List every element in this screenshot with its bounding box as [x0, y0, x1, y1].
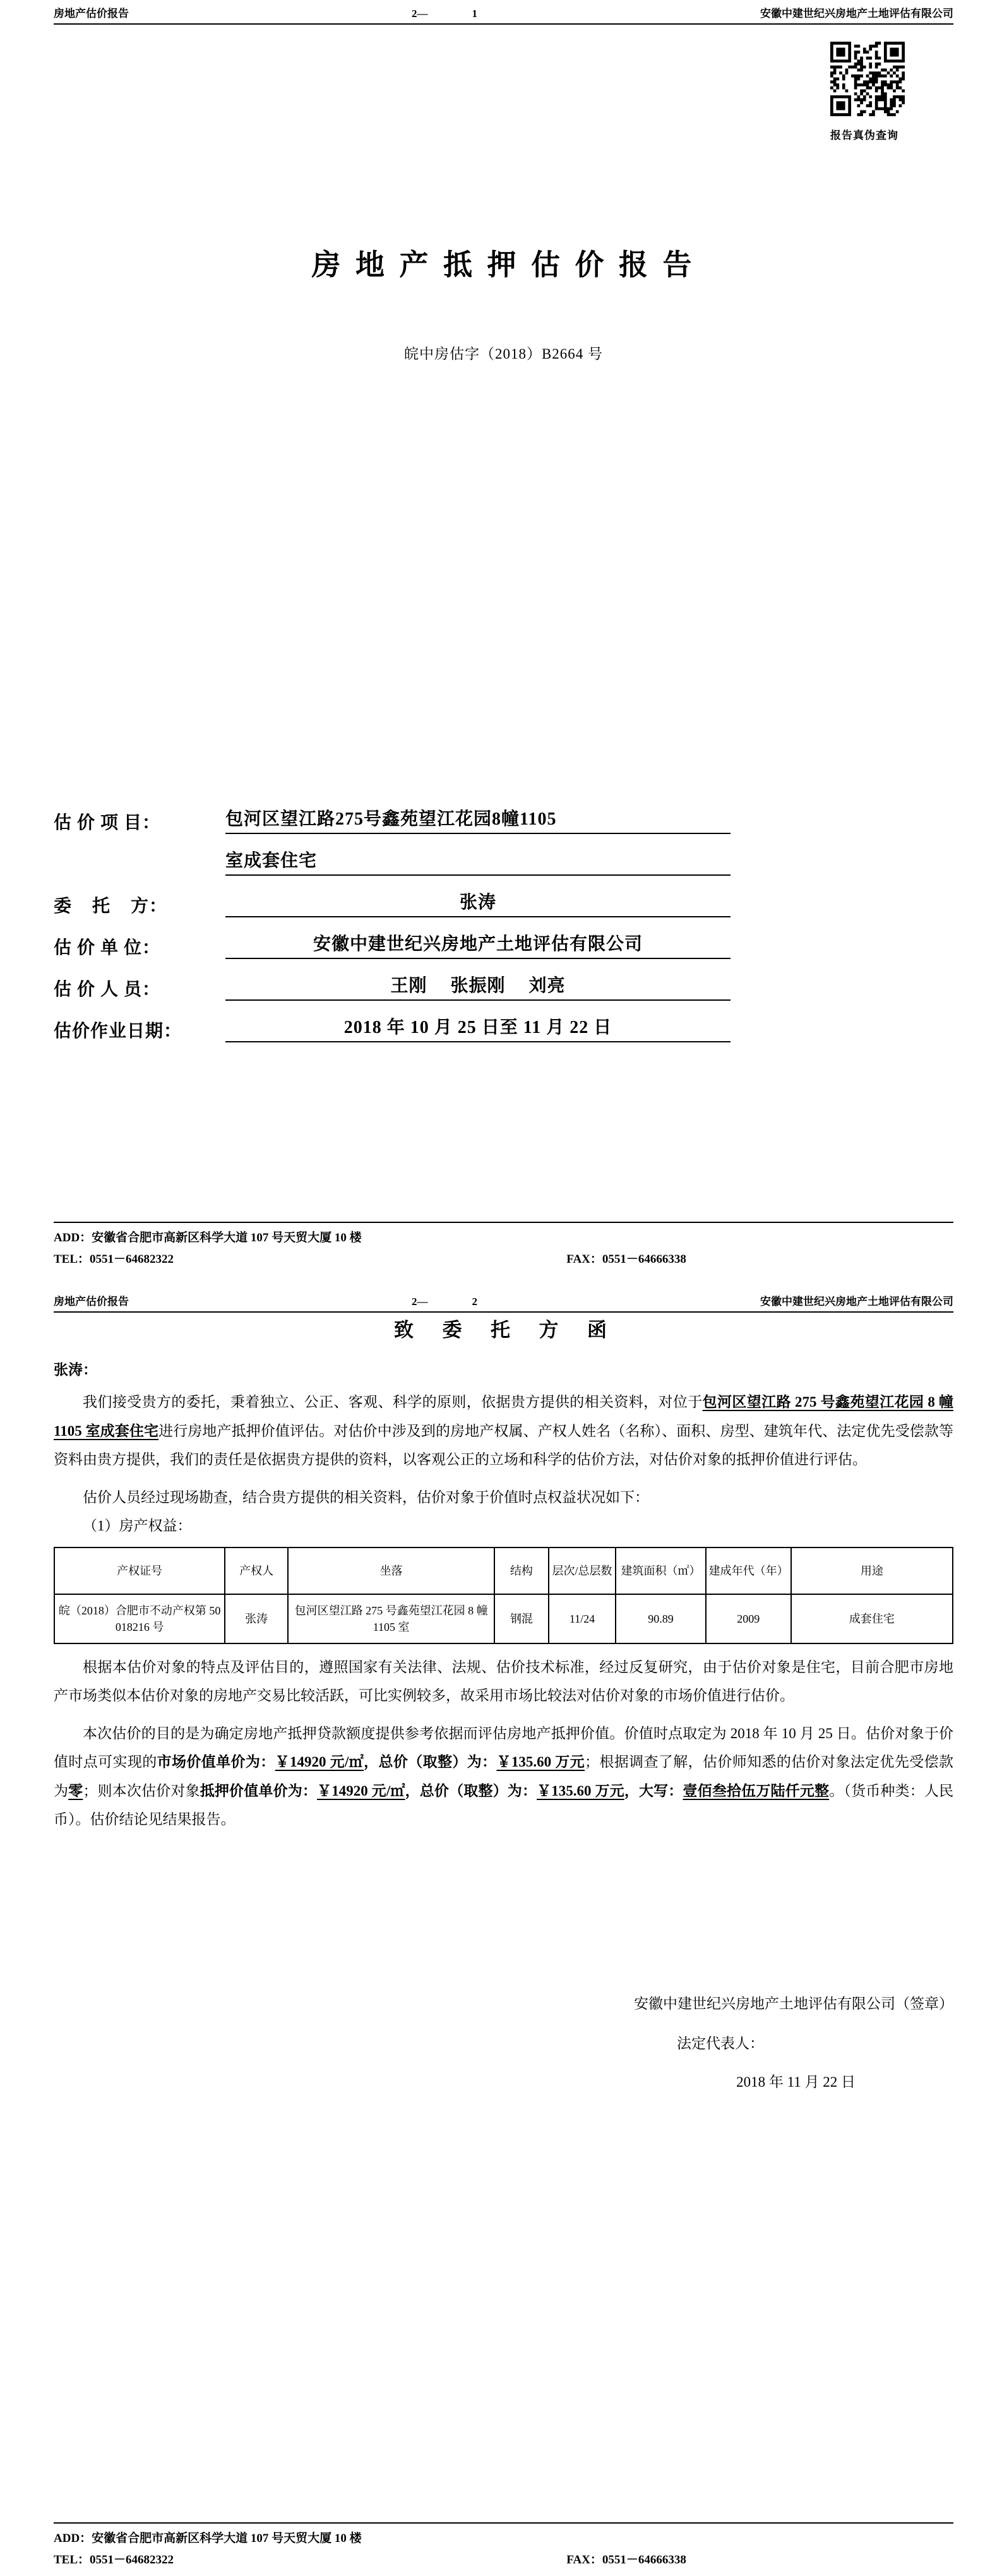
- footer-fax: FAX：0551－64666338: [566, 1253, 686, 1266]
- footer-contact-line: [54, 2550, 953, 2567]
- report-document-number: 皖中房估字（2018）B2664 号: [403, 346, 604, 362]
- form-row-work-dates: [54, 1013, 953, 1042]
- field-value-agency: 安徽中建世纪兴房地产土地评估有限公司: [225, 930, 731, 959]
- report-title: 房 地 产 抵 押 估 价 报 告: [311, 249, 696, 281]
- cell-year-built: 2009: [706, 1594, 791, 1643]
- page-header: [54, 0, 953, 25]
- footer-address: ADD：安徽省合肥市高新区科学大道 107 号天贸大厦 10 楼: [54, 2532, 362, 2545]
- page-footer: [54, 1222, 953, 1267]
- table-header-row: [54, 1547, 953, 1594]
- field-label-agency: 估 价 单 位：: [54, 938, 161, 958]
- header-page-index: 1: [472, 8, 477, 20]
- field-label-work-dates: 估价作业日期：: [54, 1022, 182, 1041]
- footer-telephone: TEL：0551－64682322: [54, 2553, 174, 2567]
- footer-telephone: TEL：0551－64682322: [54, 1253, 174, 1266]
- col-header-use: 用途: [791, 1547, 953, 1594]
- cell-use: 成套住宅: [791, 1594, 953, 1643]
- cover-form: [54, 805, 953, 1042]
- field-value-client: 张涛: [225, 888, 731, 917]
- col-header-structure: 结构: [494, 1547, 548, 1594]
- form-row-appraisers: [54, 972, 953, 1001]
- header-doc-title: 房地产估价报告: [54, 1296, 129, 1308]
- field-value-project-line2: 室成套住宅: [225, 847, 731, 876]
- field-value-project-line1: 包河区望江路275号鑫苑望江花园8幢1105: [225, 805, 731, 834]
- col-header-location: 坐落: [288, 1547, 494, 1594]
- page-footer: [54, 2522, 953, 2567]
- col-header-cert-no: 产权证号: [54, 1547, 225, 1594]
- form-row-project-cont: [54, 847, 953, 876]
- footer-fax: FAX：0551－64666338: [566, 2553, 686, 2567]
- page-2-letter: [0, 1288, 1002, 2576]
- col-header-year-built: 建成年代（年）: [706, 1547, 791, 1594]
- header-page-number: [412, 8, 477, 20]
- qr-code-icon: [830, 42, 905, 116]
- property-rights-table: [54, 1547, 953, 1644]
- letter-paragraph-4: 本次估价的目的是为确定房地产抵押贷款额度提供参考依据而评估房地产抵押价值。价值时点取定为 2018 年 10 月 25 日。估价对象于价值时点可实现的市场价值单价为：￥14920 元/㎡，总价（取整）为：￥135.60 万元；根据调查了解，估价师知悉的估价对象法定优先受偿款为零；则本次估价对象抵押价值单价为：￥14920 元/㎡，总价（取整）为：￥135.60 万元，大写：壹佰叁拾伍万陆仟元整。（货币种类：人民币）。估价结论见结果报告。: [54, 1725, 954, 1827]
- header-company-name: 安徽中建世纪兴房地产土地评估有限公司: [760, 1296, 953, 1308]
- field-label-client: 委 托 方：: [54, 897, 168, 916]
- field-value-appraisers: 王刚 张振刚 刘亮: [225, 972, 731, 1001]
- cell-structure: 钢混: [494, 1594, 548, 1643]
- field-label-appraisers: 估 价 人 员：: [54, 980, 161, 999]
- letter-paragraph-3: 根据本估价对象的特点及评估目的，遵照国家有关法律、法规、估价技术标准，经过反复研究，由于估价对象是住宅，目前合肥市房地产市场类似本估价对象的房地产交易比较活跃，可比实例较多，故采用市场比较法对估价对象的市场价值进行估价。: [54, 1659, 953, 1703]
- page-header: [54, 1288, 953, 1313]
- qr-verification-block: [830, 42, 907, 142]
- form-row-project: [54, 805, 953, 834]
- letter-title: 致 委 托 方 函: [394, 1319, 613, 1341]
- col-header-floor: 层次/总层数: [549, 1547, 616, 1594]
- header-page-number: [412, 1296, 477, 1308]
- form-row-client: [54, 888, 953, 917]
- letter-paragraph-2: 估价人员经过现场勘查，结合贵方提供的相关资料，估价对象于价值时点权益状况如下：: [83, 1489, 649, 1505]
- col-header-owner: 产权人: [225, 1547, 288, 1594]
- header-company-name: 安徽中建世纪兴房地产土地评估有限公司: [760, 8, 953, 20]
- form-row-agency: [54, 930, 953, 959]
- header-volume-number: 2—: [412, 1296, 428, 1308]
- signature-company: 安徽中建世纪兴房地产土地评估有限公司（签章）: [634, 1995, 953, 2012]
- signature-date: 2018 年 11 月 22 日: [736, 2073, 856, 2090]
- letter-salutation: 张涛：: [54, 1362, 97, 1378]
- field-label-project: 估 价 项 目：: [54, 813, 161, 833]
- letter-paragraph-1: 我们接受贵方的委托，秉着独立、公正、客观、科学的原则，依据贵方提供的相关资料，对位于包河区望江路 275 号鑫苑望江花园 8 幢 1105 室成套住宅进行房地产抵押价值评估。对估价中涉及到的房地产权属、产权人姓名（名称）、面积、房型、建筑年代、法定优先受偿款等资料由贵方提供，我们的责任是依据贵方提供的资料，以客观公正的立场和科学的估价方法，对估价对象的抵押价值进行评估。: [54, 1394, 954, 1467]
- signature-block: [54, 1992, 953, 2091]
- cell-location: 包河区望江路 275 号鑫苑望江花园 8 幢 1105 室: [288, 1594, 494, 1643]
- col-header-area: 建筑面积（㎡）: [616, 1547, 705, 1594]
- qr-caption: 报告真伪查询: [830, 129, 898, 141]
- header-doc-title: 房地产估价报告: [54, 8, 129, 20]
- footer-contact-line: [54, 1249, 953, 1267]
- table-row: [54, 1594, 953, 1643]
- cell-cert-no: 皖（2018）合肥市不动产权第 50018216 号: [54, 1594, 225, 1643]
- letter-item-house-rights: （1）房产权益：: [83, 1518, 192, 1534]
- field-value-work-dates: 2018 年 10 月 25 日至 11 月 22 日: [225, 1013, 731, 1042]
- signature-legal-representative: 法定代表人：: [677, 2035, 764, 2051]
- cell-owner: 张涛: [225, 1594, 288, 1643]
- footer-address: ADD：安徽省合肥市高新区科学大道 107 号天贸大厦 10 楼: [54, 1231, 362, 1244]
- cell-floor: 11/24: [549, 1594, 616, 1643]
- cell-area: 90.89: [616, 1594, 705, 1643]
- header-volume-number: 2—: [412, 8, 428, 20]
- header-page-index: 2: [472, 1296, 477, 1308]
